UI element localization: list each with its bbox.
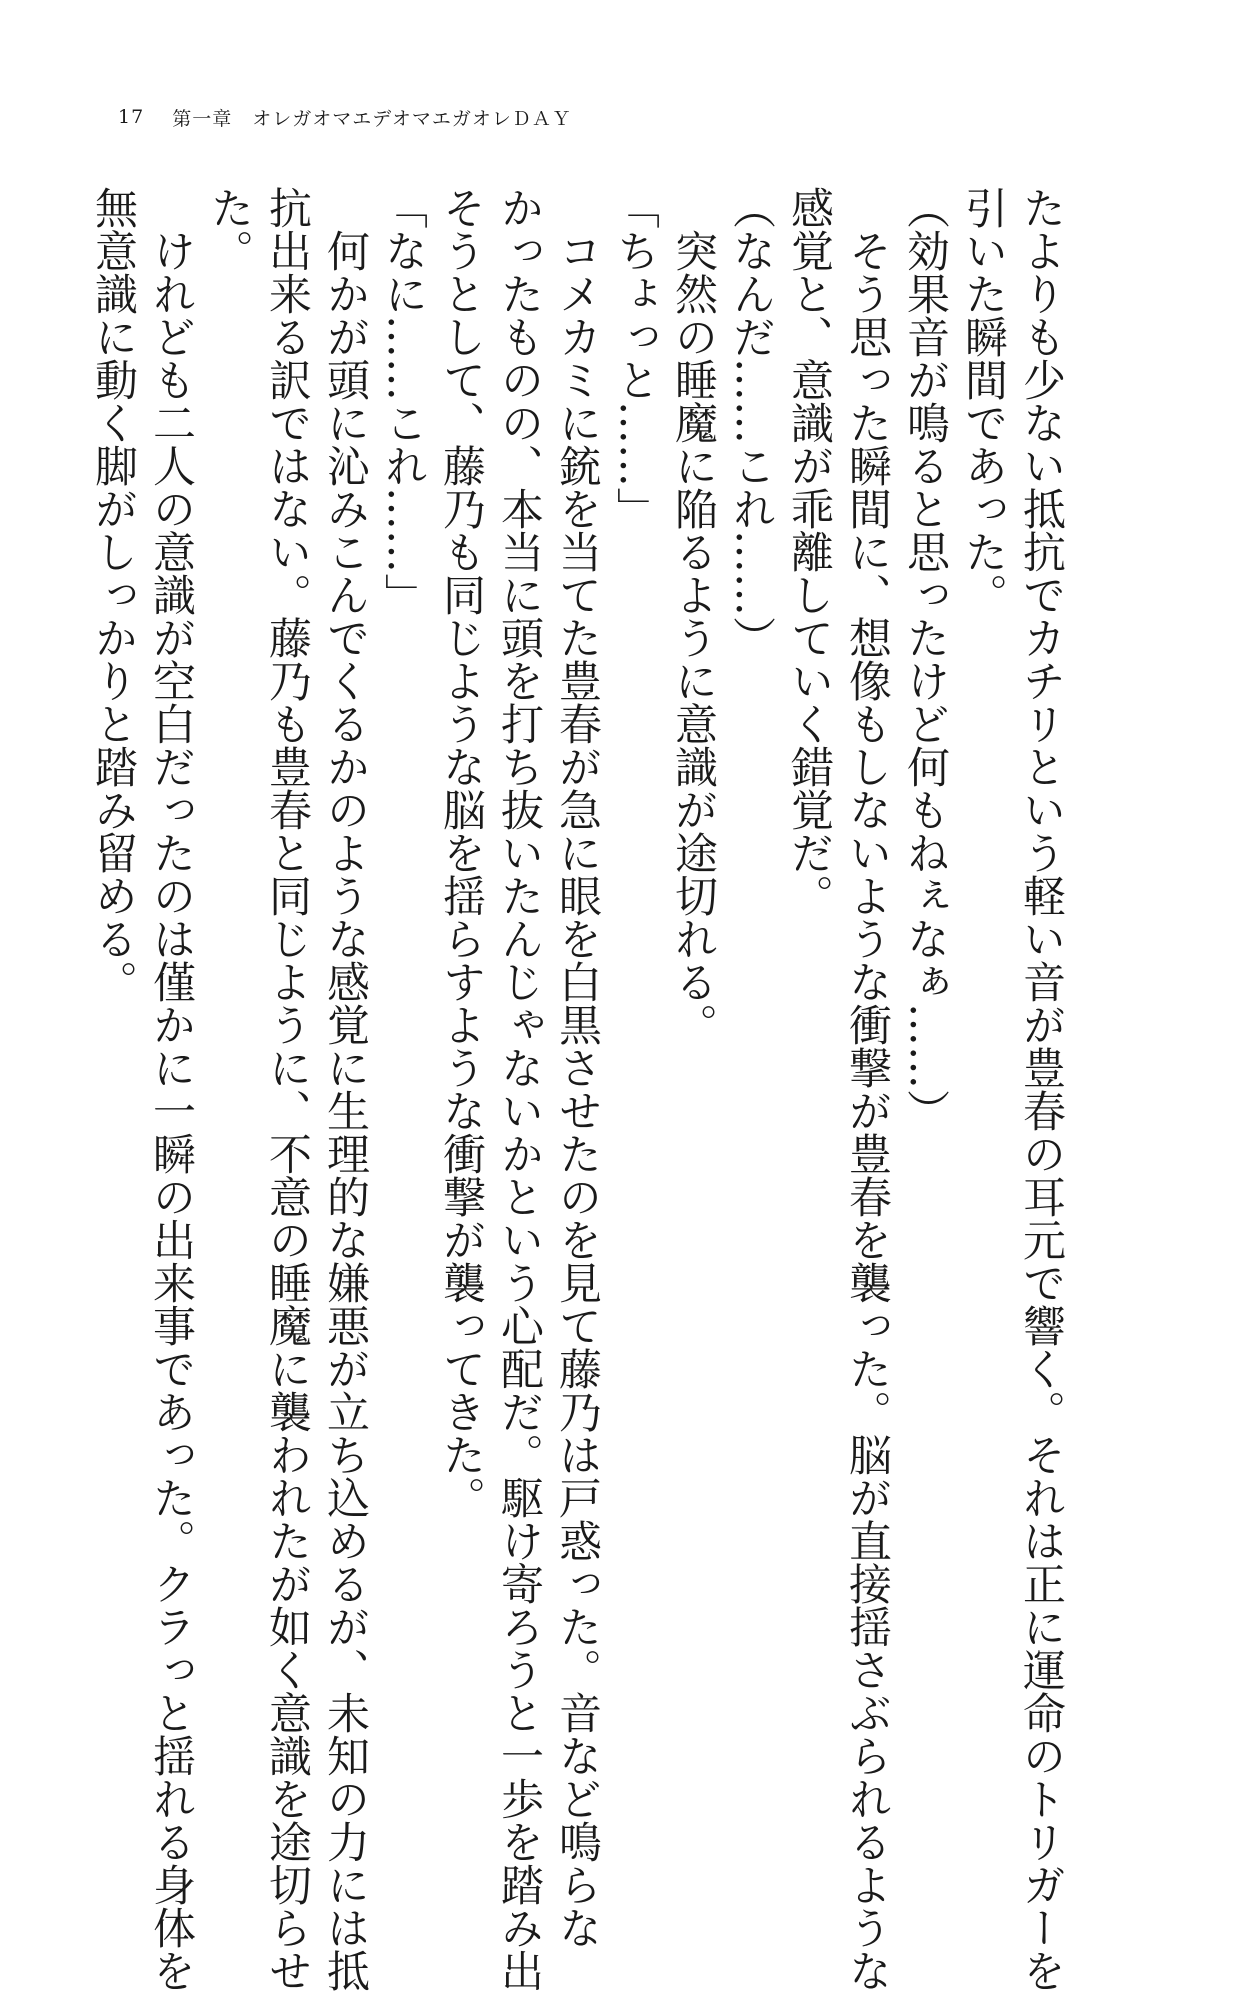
text-column: （なんだ……これ……） <box>726 186 776 659</box>
text-column: 感覚と、意識が乖離していく錯覚だ。 <box>784 186 834 917</box>
text-column: 「なに……これ……」 <box>378 186 428 616</box>
text-column: そうとして、藤乃も同じような脳を揺らすような衝撃が襲ってきた。 <box>436 186 486 1519</box>
running-head <box>118 104 572 130</box>
text-column: そう思った瞬間に、想像もしないような衝撃が豊春を襲った。脳が直接揺さぶられるような <box>842 186 892 1992</box>
text-column: 引いた瞬間であった。 <box>958 186 1008 616</box>
body-text <box>84 186 1070 1992</box>
text-column: 無意識に動く脚がしっかりと踏み留める。 <box>88 186 138 1003</box>
text-column: 突然の睡魔に陥るように意識が途切れる。 <box>668 186 718 1046</box>
text-column: 「ちょっと……」 <box>610 186 660 530</box>
page-number: 17 <box>118 106 145 128</box>
text-column: コメカミに銃を当てた豊春が急に眼を白黒させたのを見て藤乃は戸惑った。音など鳴らな <box>552 186 602 1949</box>
text-column: （効果音が鳴ると思ったけど何もねぇなぁ……） <box>900 186 950 1132</box>
text-column: けれども二人の意識が空白だったのは僅かに一瞬の出来事であった。クラっと揺れる身体を <box>146 186 196 1992</box>
chapter-title: オレガオマエデオマエガオレＤＡＹ <box>252 107 572 130</box>
text-column: 何かが頭に沁みこんでくるかのような感覚に生理的な嫌悪が立ち込めるが、未知の力には抵 <box>320 186 370 1992</box>
text-column: かったものの、本当に頭を打ち抜いたんじゃないかという心配だ。駆け寄ろうと一歩を踏み出 <box>494 186 544 1992</box>
chapter-label: 第一章 <box>172 107 233 130</box>
text-column: たよりも少ない抵抗でカチリという軽い音が豊春の耳元で響く。それは正に運命のトリガーを <box>1016 186 1066 1992</box>
text-column: た。 <box>204 186 254 272</box>
text-column: 抗出来る訳ではない。藤乃も豊春と同じように、不意の睡魔に襲われたが如く意識を途切らせ <box>262 186 312 1992</box>
